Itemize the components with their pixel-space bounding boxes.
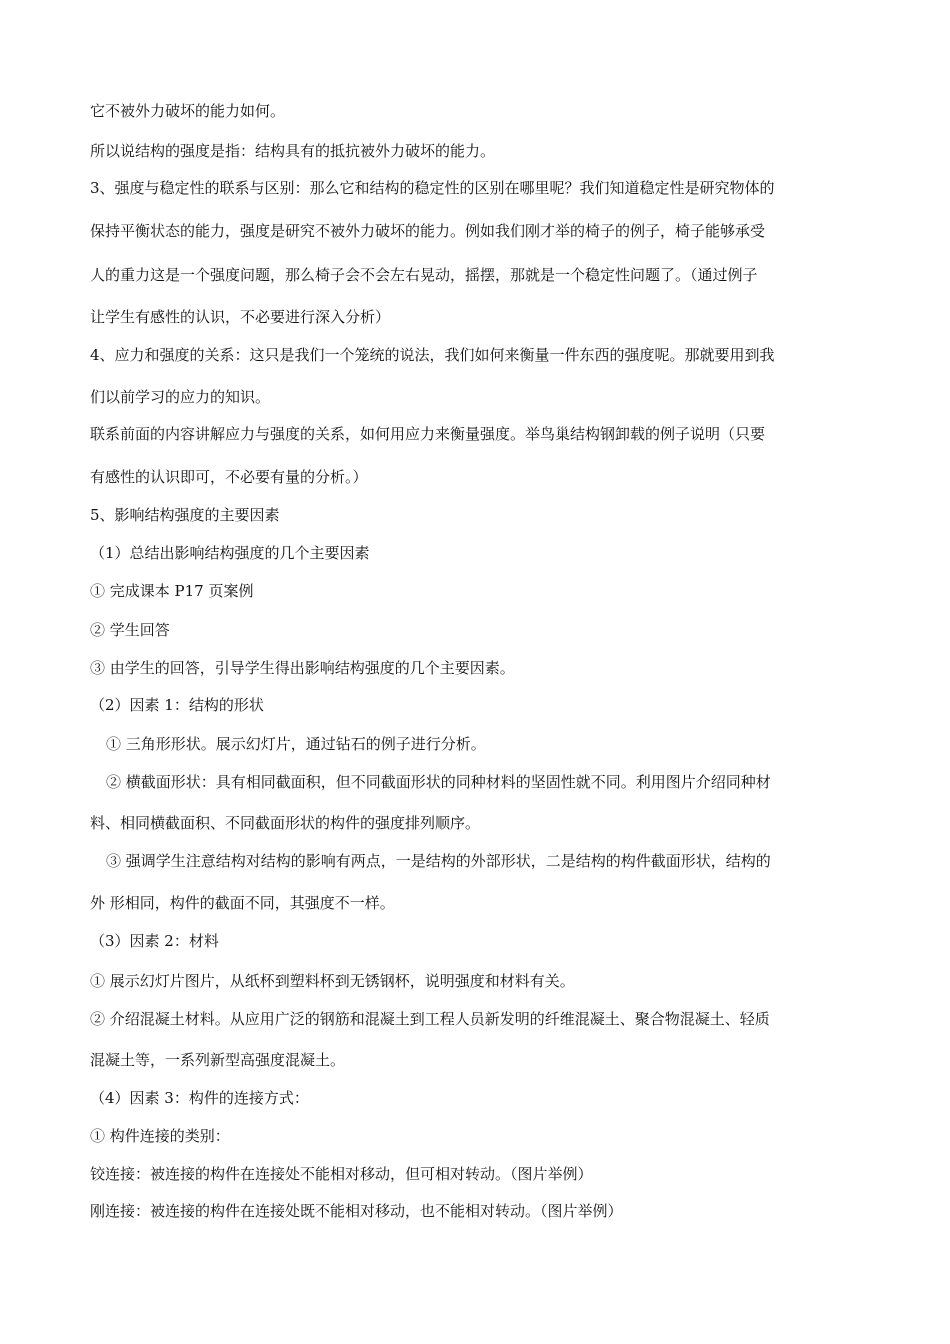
text-line: ② 横截面形状：具有相同截面积，但不同截面形状的同种材料的坚固性就不同。利用图片介绍同种材 [106,773,771,791]
text-line: （2）因素 1：结构的形状 [90,696,264,714]
text-line: 保持平衡状态的能力，强度是研究不被外力破坏的能力。例如我们刚才举的椅子的例子，椅子能够承受 [90,222,766,240]
text-line: 它不被外力破坏的能力如何。 [90,102,286,120]
text-line: 混凝土等，一系列新型高强度混凝土。 [90,1051,346,1069]
text-line: 让学生有感性的认识，不必要进行深入分析） [90,308,391,326]
text-line: 铰连接：被连接的构件在连接处不能相对移动，但可相对转动。（图片举例） [90,1165,593,1183]
text-line: ① 三角形形状。展示幻灯片，通过钻石的例子进行分析。 [106,735,486,753]
text-line: ② 介绍混凝土材料。从应用广泛的钢筋和混凝土到工程人员新发明的纤维混凝土、聚合物混凝土、轻质 [90,1010,770,1028]
text-line: 人的重力这是一个强度问题，那么椅子会不会左右晃动，摇摆，那就是一个稳定性问题了。（通过例子 [90,266,758,284]
text-line: 刚连接：被连接的构件在连接处既不能相对移动，也不能相对转动。（图片举例） [90,1202,623,1220]
text-line: 联系前面的内容讲解应力与强度的关系，如何用应力来衡量强度。举鸟巢结构钢卸载的例子说明（只要 [90,425,766,443]
text-line: ③ 由学生的回答，引导学生得出影响结构强度的几个主要因素。 [90,659,515,677]
text-line: 所以说结构的强度是指：结构具有的抵抗被外力破坏的能力。 [90,142,496,160]
text-line: （3）因素 2：材料 [90,932,219,950]
text-line: 外 形相同，构件的截面不同，其强度不一样。 [90,894,395,912]
text-line: ① 构件连接的类别： [90,1127,230,1145]
text-line: 5、影响结构强度的主要因素 [90,506,280,524]
text-line: 们以前学习的应力的知识。 [90,388,271,406]
text-line: 料、相同横截面积、不同截面形状的构件的强度排列顺序。 [90,814,481,832]
text-line: 4、应力和强度的关系：这只是我们一个笼统的说法，我们如何来衡量一件东西的强度呢。那就要用到我 [90,346,775,364]
text-line: 有感性的认识即可，不必要有量的分析。） [90,468,368,486]
text-line: ① 展示幻灯片图片，从纸杯到塑料杯到无锈钢杯，说明强度和材料有关。 [90,972,575,990]
text-line: （1）总结出影响结构强度的几个主要因素 [90,544,370,562]
text-line: ① 完成课本 P17 页案例 [90,582,254,600]
text-line: ② 学生回答 [90,621,170,639]
text-line: ③ 强调学生注意结构对结构的影响有两点，一是结构的外部形状，二是结构的构件截面形状，结构的 [106,852,771,870]
text-line: （4）因素 3：构件的连接方式： [90,1089,309,1107]
text-line: 3、强度与稳定性的联系与区别：那么它和结构的稳定性的区别在哪里呢？我们知道稳定性是研究物体的 [90,179,775,197]
